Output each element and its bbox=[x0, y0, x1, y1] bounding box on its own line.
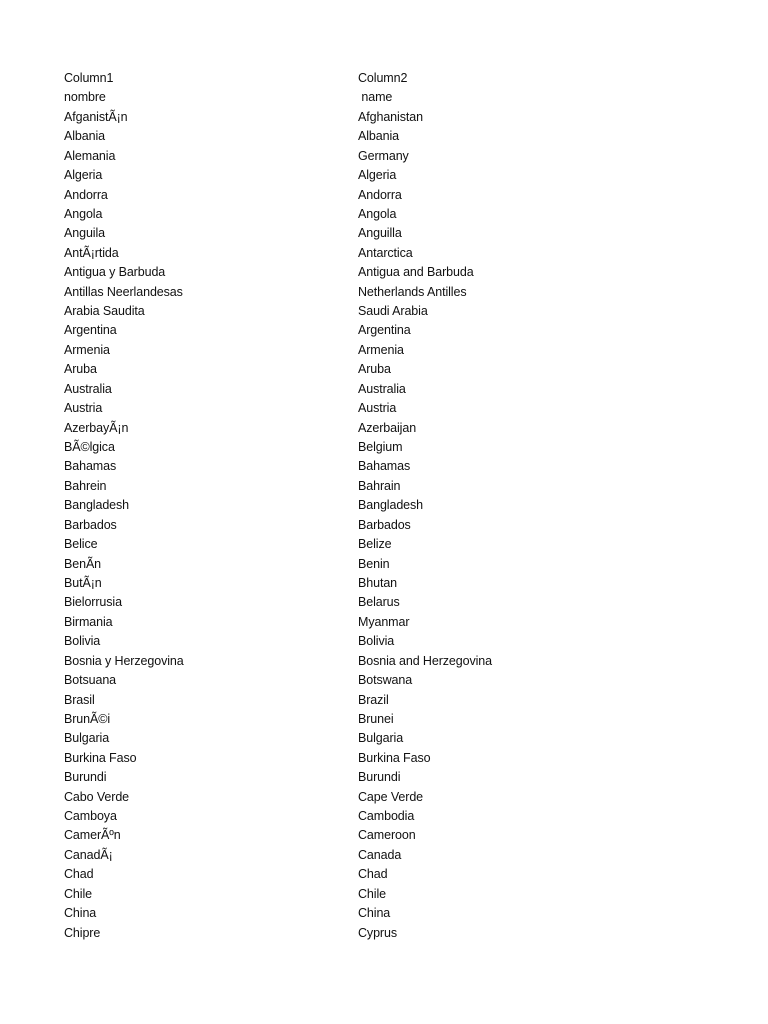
english-name-cell: Argentina bbox=[358, 323, 411, 338]
english-name-cell: Armenia bbox=[358, 342, 404, 357]
spanish-name-cell: AfganistÃ¡n bbox=[64, 109, 128, 124]
english-name-cell: Australia bbox=[358, 381, 406, 396]
column1-header: Column1 bbox=[64, 71, 114, 85]
english-name-cell: Antigua and Barbuda bbox=[358, 265, 474, 280]
spanish-name-cell: CanadÃ¡ bbox=[64, 847, 113, 862]
spanish-name-cell: Cabo Verde bbox=[64, 789, 130, 804]
english-name-cell: Cameroon bbox=[358, 828, 416, 843]
spanish-name-cell: Alemania bbox=[64, 148, 116, 163]
english-name-cell: Cambodia bbox=[358, 809, 415, 824]
spanish-name-cell: Antigua y Barbuda bbox=[64, 265, 166, 280]
spanish-name-cell: Belice bbox=[64, 537, 98, 552]
english-name-cell: Andorra bbox=[358, 187, 402, 202]
english-name-cell: Burundi bbox=[358, 770, 401, 785]
english-name-cell: Benin bbox=[358, 556, 390, 571]
english-name-cell: Bangladesh bbox=[358, 498, 424, 513]
english-name-cell: Austria bbox=[358, 401, 397, 416]
spanish-name-cell: nombre bbox=[64, 90, 106, 105]
english-name-cell: Netherlands Antilles bbox=[358, 284, 467, 299]
english-name-cell: China bbox=[358, 906, 391, 921]
spanish-name-cell: AzerbayÃ¡n bbox=[64, 420, 129, 435]
english-name-cell: Afghanistan bbox=[358, 109, 423, 124]
spanish-name-cell: Chipre bbox=[64, 925, 101, 940]
english-name-cell: Bosnia and Herzegovina bbox=[358, 653, 493, 668]
english-name-cell: Bahrain bbox=[358, 478, 401, 493]
english-name-cell: Aruba bbox=[358, 362, 391, 377]
spanish-name-cell: Bangladesh bbox=[64, 498, 130, 513]
english-name-cell: name bbox=[358, 90, 393, 105]
english-name-cell: Albania bbox=[358, 129, 399, 144]
english-name-cell: Bulgaria bbox=[358, 731, 404, 746]
spanish-name-cell: Algeria bbox=[64, 168, 103, 183]
english-name-cell: Myanmar bbox=[358, 614, 410, 629]
english-name-cell: Belgium bbox=[358, 440, 403, 455]
spanish-name-cell: China bbox=[64, 906, 97, 921]
spanish-name-cell: Austria bbox=[64, 401, 103, 416]
spanish-name-cell: Bahrein bbox=[64, 478, 107, 493]
spanish-name-cell: Camboya bbox=[64, 809, 117, 824]
spanish-name-cell: BrunÃ©i bbox=[64, 711, 111, 726]
spanish-name-cell: Chile bbox=[64, 886, 92, 901]
spanish-name-cell: Bulgaria bbox=[64, 731, 110, 746]
spanish-name-cell: ButÃ¡n bbox=[64, 575, 102, 590]
english-name-cell: Canada bbox=[358, 847, 402, 862]
spanish-name-cell: Armenia bbox=[64, 342, 110, 357]
spanish-name-cell: Arabia Saudita bbox=[64, 304, 145, 319]
spanish-name-cell: Barbados bbox=[64, 517, 117, 532]
english-name-cell: Azerbaijan bbox=[358, 420, 417, 435]
english-name-cell: Bolivia bbox=[358, 634, 395, 649]
spanish-name-cell: Bielorrusia bbox=[64, 595, 122, 610]
spanish-name-cell: Bolivia bbox=[64, 634, 101, 649]
english-name-cell: Cape Verde bbox=[358, 789, 424, 804]
spanish-name-cell: Aruba bbox=[64, 362, 97, 377]
english-name-cell: Bahamas bbox=[358, 459, 411, 474]
column2-list bbox=[358, 69, 658, 943]
spanish-name-cell: Burundi bbox=[64, 770, 107, 785]
english-name-cell: Chile bbox=[358, 886, 386, 901]
spanish-name-cell: Birmania bbox=[64, 614, 113, 629]
spanish-name-cell: AntÃ¡rtida bbox=[64, 245, 119, 260]
english-name-cell: Antarctica bbox=[358, 245, 413, 260]
spanish-name-cell: Bahamas bbox=[64, 459, 117, 474]
english-name-cell: Brazil bbox=[358, 692, 389, 707]
english-name-cell: Botswana bbox=[358, 673, 413, 688]
spanish-name-cell: Albania bbox=[64, 129, 105, 144]
spanish-name-cell: Burkina Faso bbox=[64, 750, 137, 765]
spanish-name-cell: Angola bbox=[64, 206, 103, 221]
english-name-cell: Cyprus bbox=[358, 925, 397, 940]
spanish-name-cell: Andorra bbox=[64, 187, 108, 202]
spanish-name-cell: Argentina bbox=[64, 323, 117, 338]
english-name-cell: Angola bbox=[358, 206, 397, 221]
spanish-name-cell: BÃ©lgica bbox=[64, 440, 115, 455]
spanish-name-cell: Brasil bbox=[64, 692, 95, 707]
spanish-name-cell: Botsuana bbox=[64, 673, 117, 688]
column2-header: Column2 bbox=[358, 71, 408, 85]
column1-list bbox=[64, 69, 344, 943]
spanish-name-cell: BenÃn bbox=[64, 556, 102, 571]
english-name-cell: Belize bbox=[358, 537, 392, 552]
spanish-name-cell: Bosnia y Herzegovina bbox=[64, 653, 184, 668]
spanish-name-cell: Australia bbox=[64, 381, 112, 396]
english-name-cell: Burkina Faso bbox=[358, 750, 431, 765]
english-name-cell: Belarus bbox=[358, 595, 400, 610]
english-name-cell: Barbados bbox=[358, 517, 411, 532]
spanish-name-cell: Chad bbox=[64, 867, 94, 882]
spanish-name-cell: CamerÃºn bbox=[64, 828, 121, 843]
english-name-cell: Saudi Arabia bbox=[358, 304, 428, 319]
english-name-cell: Anguilla bbox=[358, 226, 402, 241]
english-name-cell: Brunei bbox=[358, 711, 394, 726]
spanish-name-cell: Anguila bbox=[64, 226, 105, 241]
english-name-cell: Algeria bbox=[358, 168, 397, 183]
english-name-cell: Bhutan bbox=[358, 575, 398, 590]
english-name-cell: Chad bbox=[358, 867, 388, 882]
spanish-name-cell: Antillas Neerlandesas bbox=[64, 284, 183, 299]
english-name-cell: Germany bbox=[358, 148, 409, 163]
